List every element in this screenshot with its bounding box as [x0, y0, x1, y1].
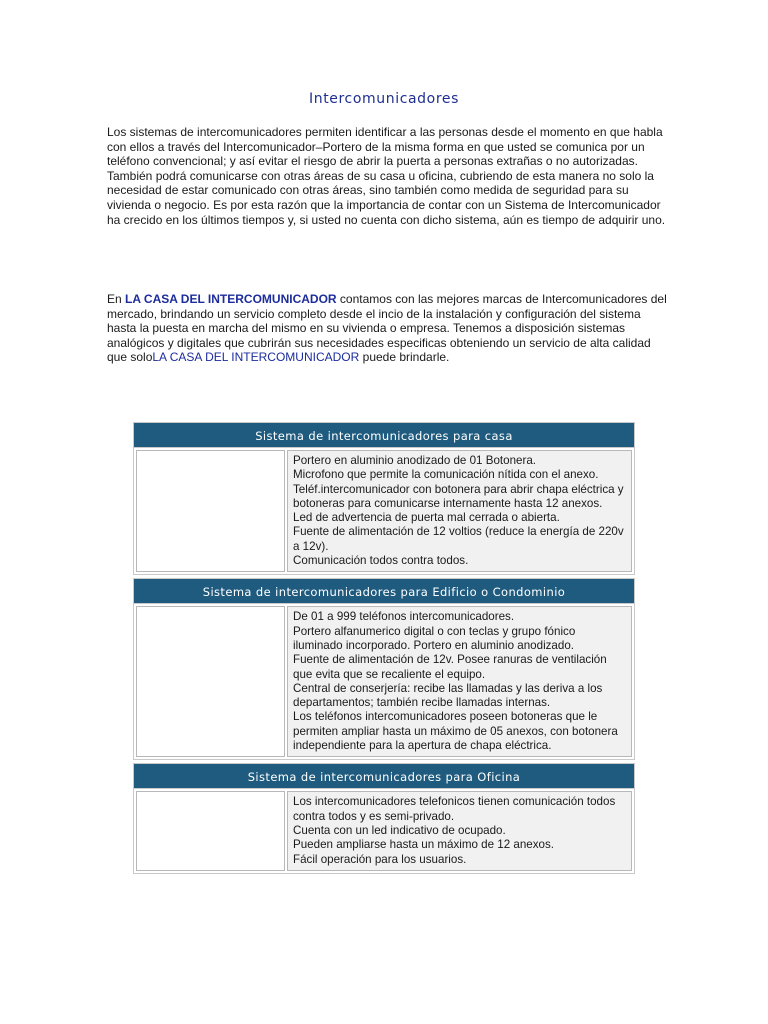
- image-cell: [136, 606, 285, 757]
- company-brand-inline: LA CASA DEL INTERCOMUNICADOR: [152, 350, 360, 365]
- feature-line: Fuente de alimentación de 12 voltios (reduce la energía de 220v a 12v).: [293, 525, 624, 553]
- page-title: Intercomunicadores: [309, 91, 459, 107]
- feature-line: Los teléfonos intercomunicadores poseen botoneras que le permiten ampliar hasta un máximo de 05 anexos, con botonera independiente para la apertura de chapa eléctrica.: [293, 710, 618, 753]
- feature-line: Fuente de alimentación de 12v. Posee ranuras de ventilación que evita que se recaliente el equipo.: [293, 653, 607, 681]
- section-row: [133, 604, 635, 760]
- section-row: [133, 448, 635, 575]
- image-cell: [136, 791, 285, 870]
- company-suffix: puede brindarle.: [359, 350, 450, 365]
- section-header: Sistema de intercomunicadores para Oficina: [133, 763, 635, 789]
- feature-line: Portero en aluminio anodizado de 01 Botonera.: [293, 454, 536, 467]
- feature-line: Pueden ampliarse hasta un máximo de 12 anexos.: [293, 838, 555, 852]
- feature-line: Central de conserjería: recibe las llamadas y las deriva a los departamentos; también recibe llamadas internas.: [293, 681, 603, 710]
- company-prefix: En: [107, 292, 126, 306]
- description-cell: [287, 606, 632, 757]
- section-row: [133, 789, 635, 873]
- feature-line: Cuenta con un led indicativo de ocupado.: [293, 823, 506, 837]
- feature-line: Microfono que permite la comunicación nítida con el anexo.: [293, 468, 599, 482]
- feature-line: Led de advertencia de puerta mal cerrada o abierta.: [293, 511, 560, 525]
- company-body: contamos con las mejores marcas de Intercomunicadores del mercado, brindando un servicio completo desde el incio de la instalación y configuración del sistema hasta la puesta en marcha del mismo en su vivienda o empresa. Tenemos a disposición sistemas analógicos y digitales que cubrirán sus necesidades especificas obteniendo un servicio de alta calidad que solo: [107, 292, 667, 365]
- system-section-oficina: [133, 763, 635, 873]
- system-section-edificio: [133, 578, 635, 760]
- system-section-casa: [133, 422, 635, 575]
- company-paragraph: [107, 292, 667, 365]
- company-brand-name: LA CASA DEL INTERCOMUNICADOR: [125, 292, 337, 306]
- intro-paragraph: Los sistemas de intercomunicadores permiten identificar a las personas desde el momento en que habla con ellos a través del Intercomunicador–Portero de la misma forma en que usted se comunica por un teléfono convencional; y así evitar el riesgo de abrir la puerta a personas extrañas o no autorizadas. También podrá comunicarse con otras áreas de su casa u oficina, cubriendo de esta manera no solo la necesidad de estar comunicado con otras áreas, sino también como medida de seguridad para su vivienda o negocio. Es por esta razón que la importancia de contar con un Sistema de Intercomunicador ha crecido en los últimos tiempos y, si usted no cuenta con dicho sistema, aún es tiempo de adquirir uno.: [107, 125, 666, 227]
- feature-line: Fácil operación para los usuarios.: [293, 852, 467, 866]
- description-cell: [287, 450, 632, 572]
- feature-line: Comunicación todos contra todos.: [293, 554, 469, 568]
- section-header: Sistema de intercomunicadores para casa: [133, 422, 635, 448]
- systems-table: [133, 422, 635, 874]
- description-cell: [287, 791, 632, 870]
- feature-line: De 01 a 999 teléfonos intercomunicadores.: [293, 610, 515, 624]
- feature-line: Portero alfanumerico digital o con teclas y grupo fónico iluminado incorporado. Portero en aluminio anodizado.: [293, 624, 576, 652]
- feature-line: Teléf.intercomunicador con botonera para abrir chapa eléctrica y botoneras para comunicarse internamente hasta 12 anexos.: [293, 482, 624, 510]
- image-cell: [136, 450, 285, 572]
- feature-line: Los intercomunicadores telefonicos tienen comunicación todos contra todos y es semi-privado.: [293, 795, 616, 823]
- section-header: Sistema de intercomunicadores para Edificio o Condominio: [133, 578, 635, 604]
